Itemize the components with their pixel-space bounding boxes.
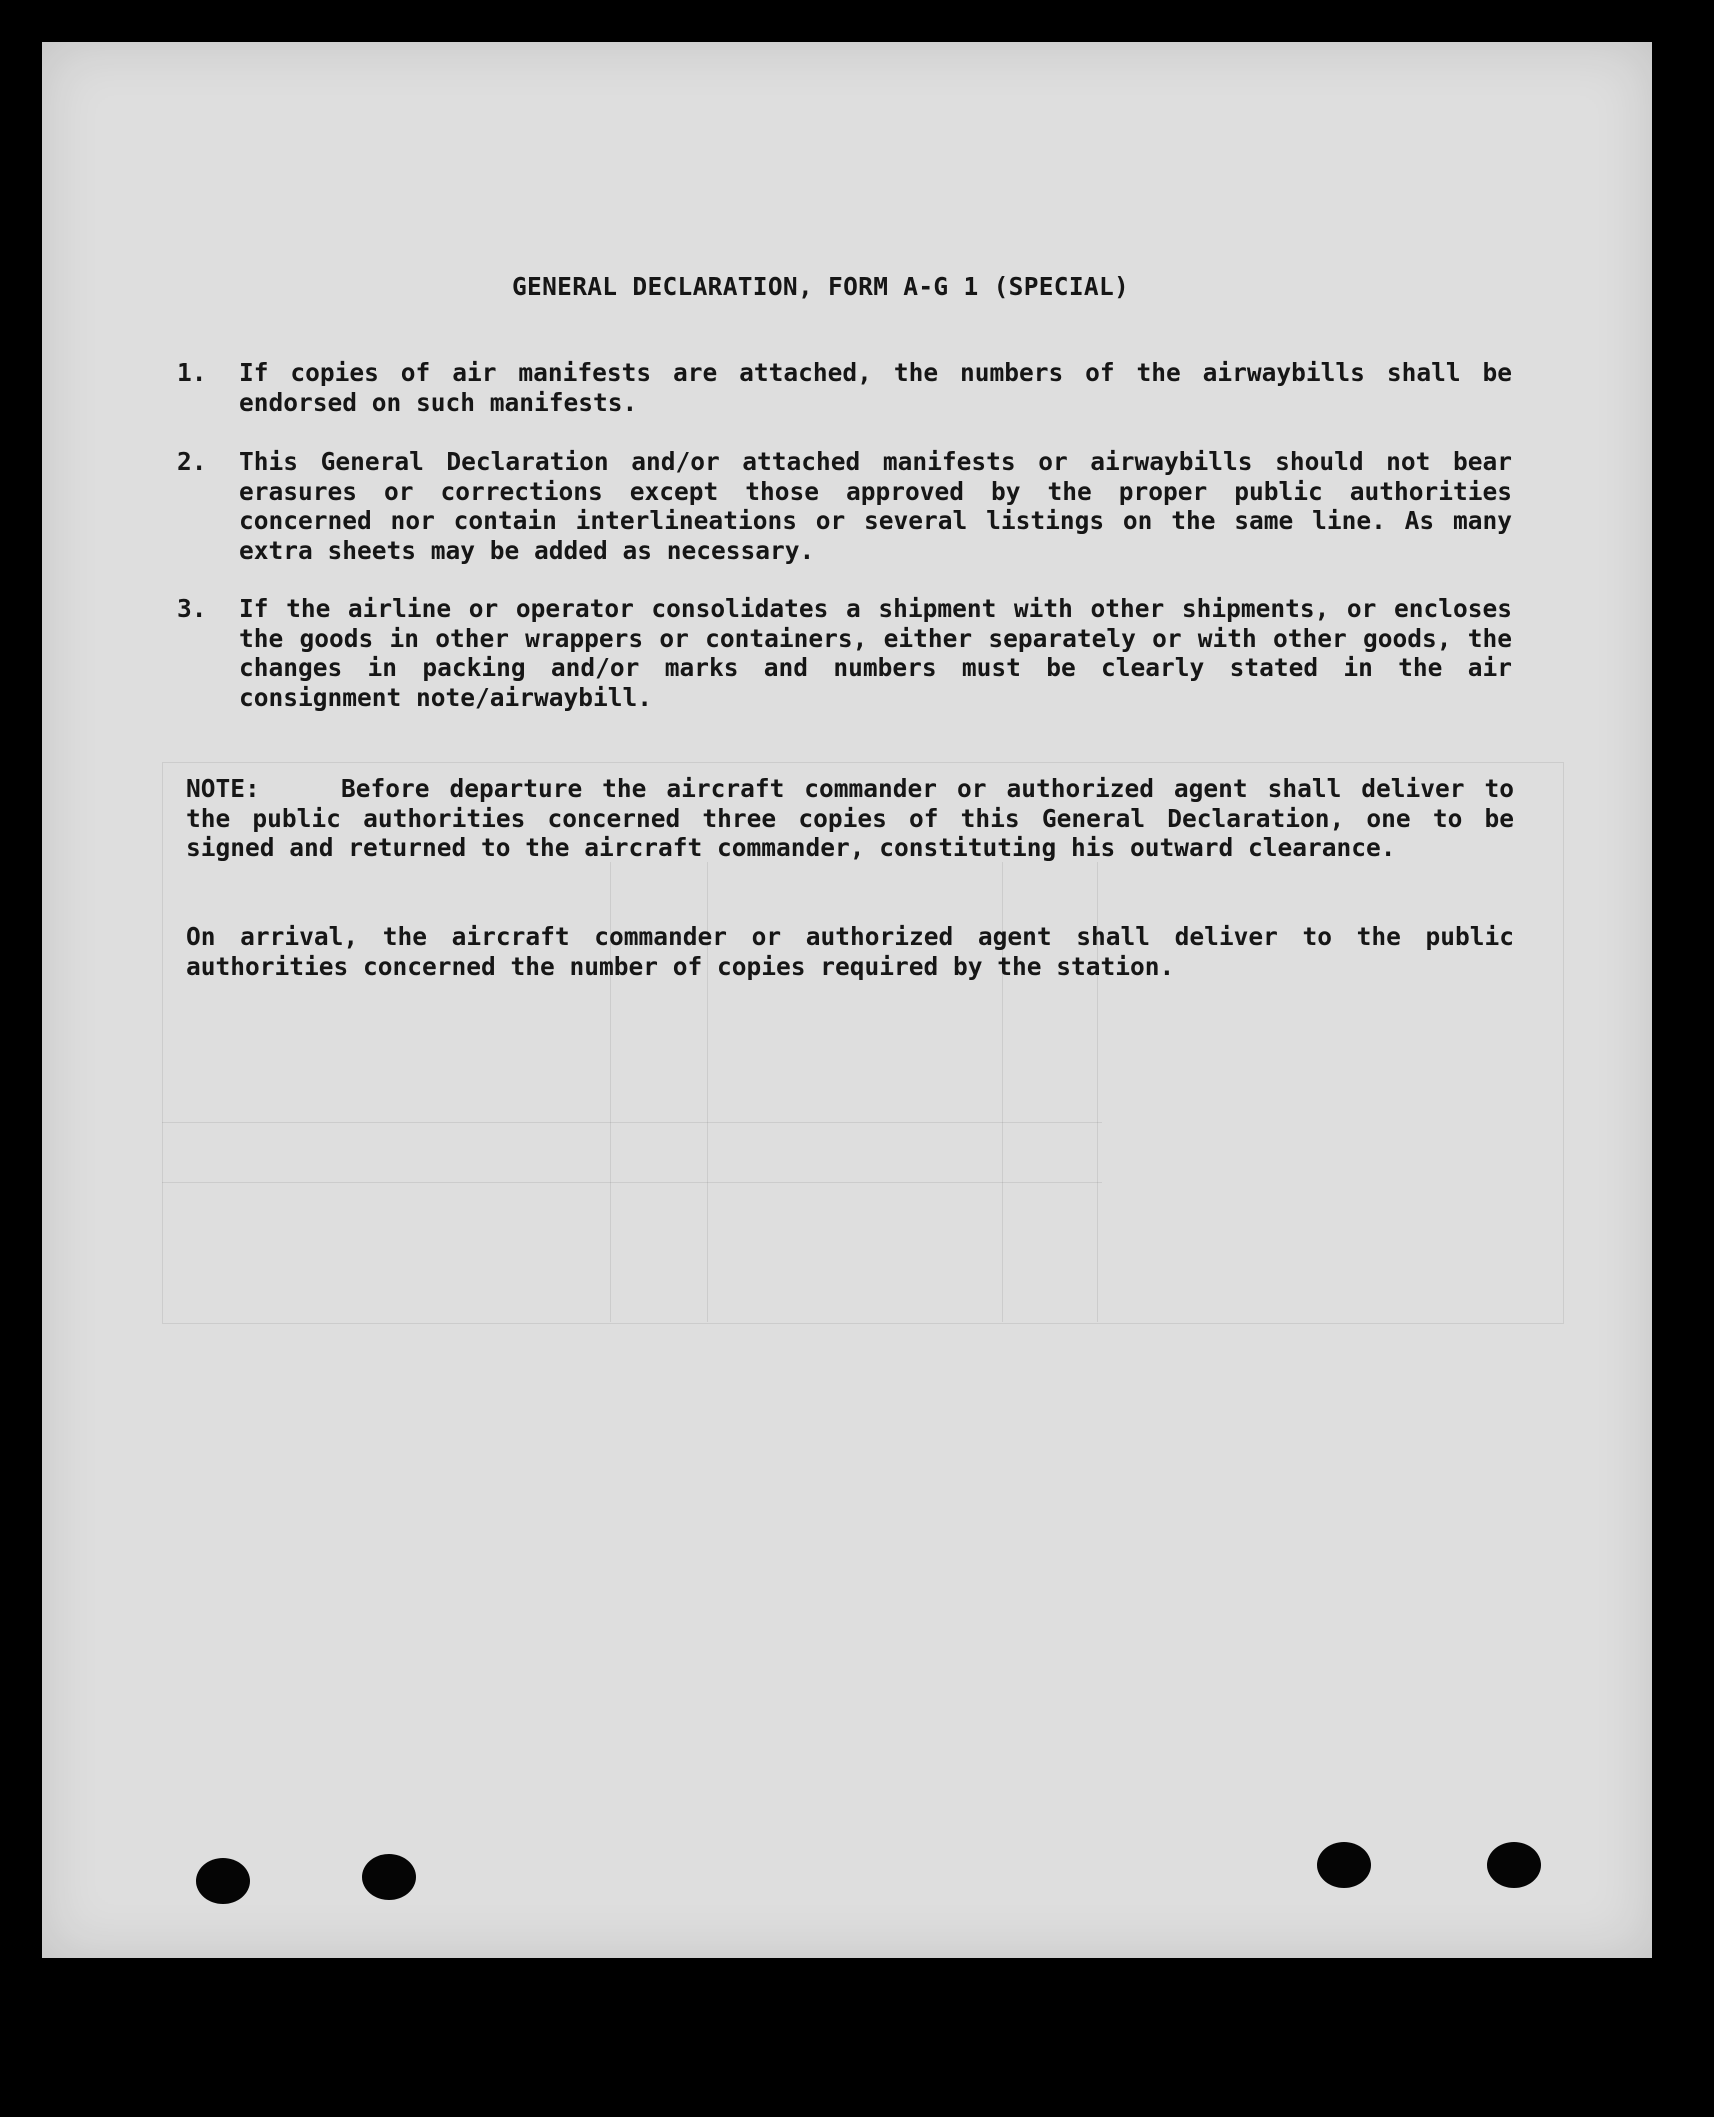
item-number: 2. — [177, 447, 207, 476]
punch-hole — [196, 1858, 250, 1904]
note-text: Before departure the aircraft commander or authorized agent shall deliver to the public authorities concerned three copies of this General Declaration, one to be signed and returned to the aircraft commander, constituting his outward clearance. — [186, 774, 1514, 862]
item-number: 3. — [177, 594, 207, 623]
document-content — [42, 42, 1652, 1958]
item-text: If copies of air manifests are attached, the numbers of the airwaybills shall be endorsed on such manifests. — [239, 358, 1512, 417]
instruction-item-3 — [177, 594, 1547, 712]
punch-hole — [1487, 1842, 1541, 1888]
document-page — [42, 42, 1652, 1958]
instruction-item-1 — [177, 358, 1547, 417]
note-paragraph — [186, 774, 1514, 863]
item-text: If the airline or operator consolidates a shipment with other shipments, or encloses the goods in other wrappers or containers, either separately or with other goods, the changes in packing and/or marks and numbers must be clearly stated in the air consignment note/airwaybill. — [239, 594, 1512, 712]
item-text: This General Declaration and/or attached manifests or airwaybills should not bear erasures or corrections except those approved by the proper public authorities concerned nor contain interlineations or several listings on the same line. As many extra sheets may be added as necessary. — [239, 447, 1512, 565]
document-title: GENERAL DECLARATION, FORM A-G 1 (SPECIAL) — [512, 272, 1130, 301]
note-label: NOTE: — [186, 774, 260, 803]
item-number: 1. — [177, 358, 207, 387]
instruction-item-2 — [177, 447, 1547, 565]
punch-hole — [1317, 1842, 1371, 1888]
arrival-paragraph: On arrival, the aircraft commander or authorized agent shall deliver to the public authorities concerned the number of copies required by the station. — [186, 922, 1514, 981]
punch-hole — [362, 1854, 416, 1900]
